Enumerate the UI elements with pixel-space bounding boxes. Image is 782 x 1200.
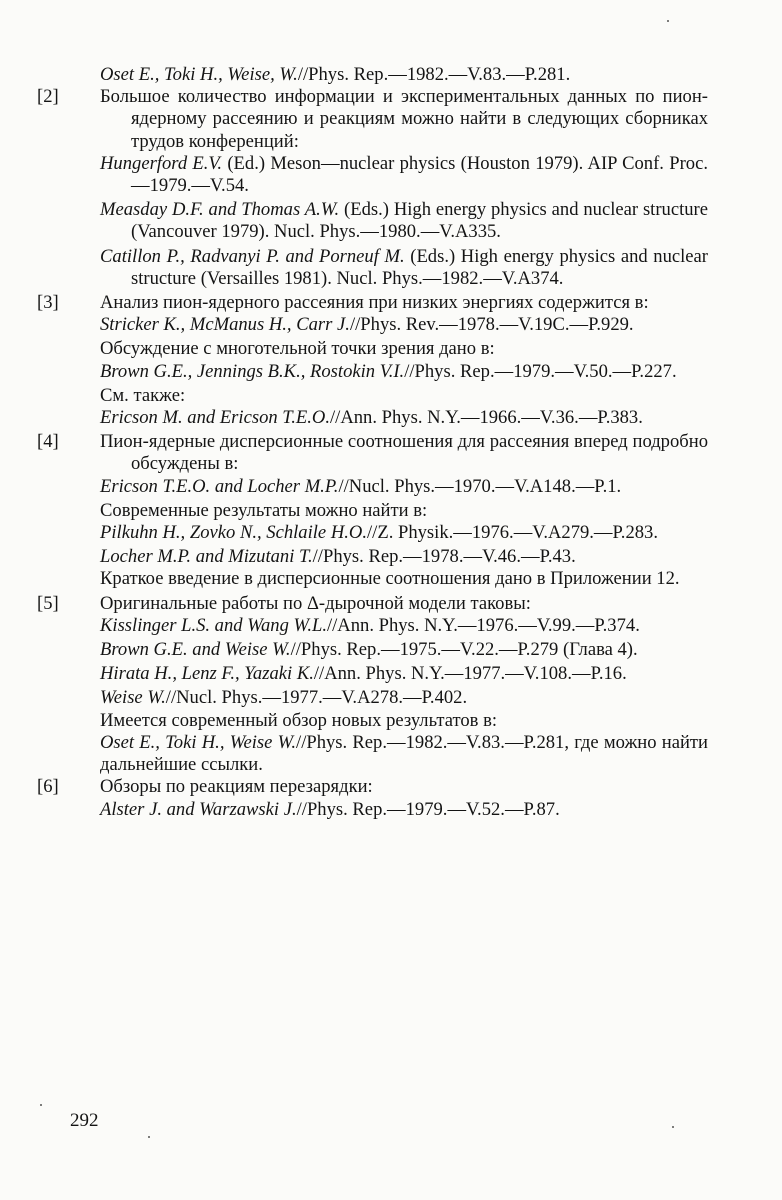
note-text: Современные результаты можно найти в: — [100, 499, 428, 521]
citation-stricker-1978 — [68, 314, 708, 336]
reference-text: Большое количество информации и экспериментальных данных по пион-ядерному рассеянию и реакциям можно найти в следующих сборниках трудов конференций: — [100, 86, 708, 152]
citation-source: //Phys. Rep.—1982.—V.83.—P.281. — [297, 64, 571, 85]
citation-authors: Brown G.E., Jennings B.K., Rostokin V.I. — [100, 360, 405, 382]
citation-locher-1978 — [68, 546, 708, 568]
citation-authors: Hungerford E.V. — [100, 152, 223, 174]
page-number: 292 — [70, 1110, 99, 1131]
citation-source: //Phys. Rep.—1982.—V.83.—P.281, где можно найти дальнейшие ссылки. — [100, 731, 709, 776]
reference-text: Оригинальные работы по Δ-дырочной модели таковы: — [100, 592, 531, 614]
citation-authors: Stricker K., McManus H., Carr J. — [100, 314, 350, 336]
note-text: Обсуждение с многотельной точки зрения дано в: — [100, 338, 495, 360]
reference-note — [68, 500, 708, 522]
note-text: Имеется современный обзор новых результатов в: — [100, 709, 498, 731]
citation-authors: Measday D.F. and Thomas A.W. — [100, 199, 340, 221]
citation-authors: Ericson T.E.O. and Locher M.P. — [100, 475, 339, 497]
citation-kisslinger-1976 — [68, 615, 708, 637]
reference-text: Обзоры по реакциям перезарядки: — [100, 776, 373, 798]
note-text: Краткое введение в дисперсионные соотношения дано в Приложении 12. — [100, 568, 680, 590]
reference-4: [4] Пион-ядерные дисперсионные соотношения для рассеяния вперед подробно обсуждены в: — [37, 431, 708, 475]
citation-brown-1979 — [68, 361, 708, 383]
citation-pilkuhn-1976 — [68, 522, 708, 544]
citation-source: (Eds.) High energy physics and nuclear structure (Versailles 1981). Nucl. Phys.—1982.—V.A374. — [131, 245, 708, 289]
scan-speck — [672, 1126, 674, 1128]
citation-brown-1975 — [68, 639, 708, 661]
reference-2: [2] Большое количество информации и экспериментальных данных по пион-ядерному рассеянию и реакциям можно найти в следующих сборниках трудов конференций: — [37, 86, 708, 152]
citation-hungerford-1979 — [68, 153, 708, 197]
scan-speck — [148, 1136, 150, 1138]
reference-text: Анализ пион-ядерного рассеяния при низких энергиях содержится в: — [100, 292, 649, 314]
citation-alster-1979 — [68, 799, 708, 821]
citation-measday-1980 — [68, 199, 708, 243]
citation-hirata-1977 — [68, 663, 708, 685]
citation-source: (Ed.) Meson—nuclear physics (Houston 1979). AIP Conf. Proc.—1979.—V.54. — [131, 152, 708, 197]
citation-authors: Catillon P., Radvanyi P. and Porneuf M. — [100, 245, 405, 267]
citation-authors: Kisslinger L.S. and Wang W.L. — [100, 614, 327, 636]
note-text: См. также: — [100, 384, 186, 406]
citation-source: //Nucl. Phys.—1970.—V.A148.—P.1. — [338, 475, 622, 497]
citation-authors: Oset E., Toki H., Weise W. — [100, 731, 297, 753]
reference-note — [68, 568, 708, 590]
citation-source: //Phys. Rev.—1978.—V.19C.—P.929. — [349, 314, 634, 336]
citation-catillon-1982 — [68, 246, 708, 290]
reference-list — [37, 64, 709, 821]
citation-source: //Z. Physik.—1976.—V.A279.—P.283. — [367, 522, 658, 544]
citation-oset-1982 — [68, 64, 708, 86]
reference-3: [3] Анализ пион-ядерного рассеяния при низких энергиях содержится в: — [37, 292, 649, 314]
citation-authors: Brown G.E. and Weise W. — [100, 639, 291, 661]
citation-authors: Weise W. — [100, 687, 166, 709]
citation-authors: Ericson M. and Ericson T.E.O. — [100, 407, 330, 429]
citation-source: //Phys. Rep.—1979.—V.52.—P.87. — [296, 798, 560, 820]
scan-speck — [40, 1104, 42, 1106]
citation-source: //Ann. Phys. N.Y.—1977.—V.108.—P.16. — [313, 663, 627, 685]
citation-source: (Eds.) High energy physics and nuclear structure (Vancouver 1979). Nucl. Phys.—1980.—V.A335. — [131, 199, 708, 243]
citation-source: //Nucl. Phys.—1977.—V.A278.—P.402. — [165, 687, 468, 709]
citation-oset-1982-review — [68, 732, 708, 776]
reference-5: [5] Оригинальные работы по Δ-дырочной модели таковы: — [37, 592, 531, 614]
citation-authors: Oset E., Toki H., Weise, W. — [100, 64, 298, 85]
citation-ericson-1966 — [68, 407, 708, 429]
citation-source: //Ann. Phys. N.Y.—1976.—V.99.—P.374. — [326, 614, 640, 636]
citation-ericson-1970 — [68, 476, 708, 498]
citation-authors: Hirata H., Lenz F., Yazaki K. — [100, 663, 314, 685]
citation-weise-1977 — [68, 687, 708, 709]
citation-source: //Ann. Phys. N.Y.—1966.—V.36.—P.383. — [330, 407, 643, 429]
citation-source: //Phys. Rep.—1979.—V.50.—P.227. — [404, 360, 677, 382]
citation-source: //Phys. Rep.—1975.—V.22.—P.279 (Глава 4). — [290, 639, 638, 661]
citation-source: //Phys. Rep.—1978.—V.46.—P.43. — [312, 546, 576, 568]
citation-authors: Locher M.P. and Mizutani T. — [100, 546, 313, 568]
reference-6: [6] Обзоры по реакциям перезарядки: — [37, 776, 373, 798]
citation-authors: Pilkuhn H., Zovko N., Schlaile H.O. — [100, 522, 367, 544]
reference-note — [68, 338, 708, 360]
citation-authors: Alster J. and Warzawski J. — [100, 798, 297, 820]
scan-speck — [667, 20, 669, 22]
reference-text: Пион-ядерные дисперсионные соотношения для рассеяния вперед подробно обсуждены в: — [100, 431, 708, 475]
reference-note — [68, 385, 708, 407]
reference-note — [68, 710, 708, 732]
